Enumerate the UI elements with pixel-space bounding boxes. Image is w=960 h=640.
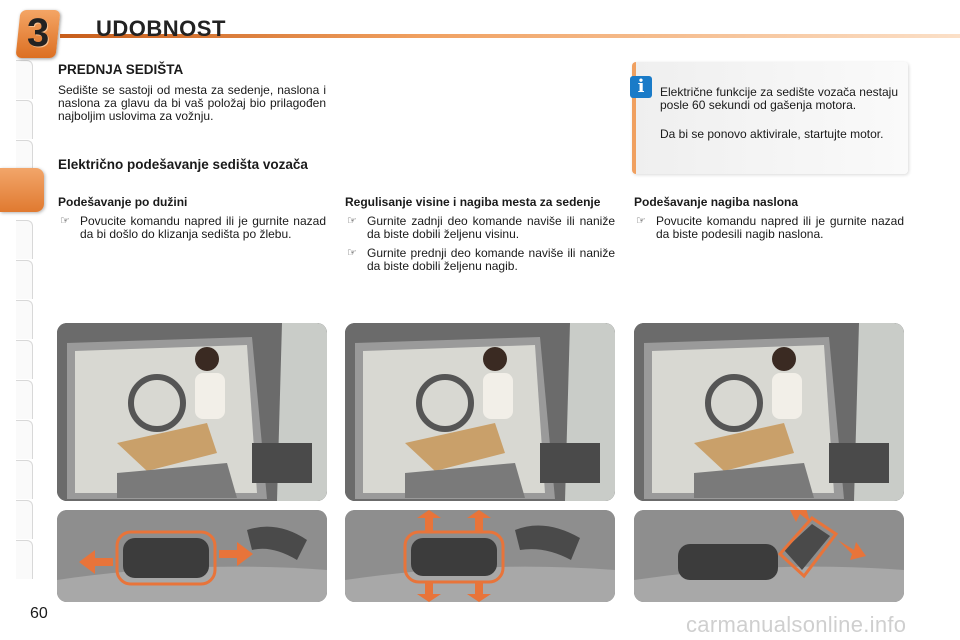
column-title: Regulisanje visine i nagiba mesta za sedenje <box>345 195 601 209</box>
info-box <box>632 62 908 174</box>
chapter-tab[interactable] <box>16 460 33 499</box>
chapter-tab[interactable] <box>16 540 33 579</box>
chapter-tab[interactable] <box>16 340 33 379</box>
chapter-tabs <box>0 60 34 580</box>
instruction-text: Povucite komandu napred ili je gurnite nazad da biste podesili nagib naslona. <box>656 214 904 241</box>
info-paragraph: Električne funkcije za sedište vozača nestaju posle 60 sekundi od gašenja motora. <box>660 85 898 112</box>
info-paragraph: Da bi se ponovo aktivirale, startujte motor. <box>660 127 884 141</box>
driver-seat-photo <box>345 323 615 501</box>
instruction-item <box>634 215 904 241</box>
section-title: PREDNJA SEDIŠTA <box>58 62 184 77</box>
driver-seat-photo <box>57 323 327 501</box>
instruction-text: Povucite komandu napred ili je gurnite nazad da bi došlo do klizanja sedišta po žlebu. <box>80 214 326 241</box>
instruction-column <box>634 196 904 247</box>
chapter-tab[interactable] <box>16 100 33 139</box>
chapter-tab[interactable] <box>16 60 33 99</box>
intro-text: Sedište se sastoji od mesta za sedenje, naslona i naslona za glavu da bi vaš položaj bio prilagođen najboljim uslovima za vožnju. <box>58 83 326 123</box>
seat-control-detail <box>57 510 327 602</box>
chapter-tab[interactable] <box>16 300 33 339</box>
instruction-item <box>345 215 615 241</box>
pointing-hand-icon: ☞ <box>60 215 70 227</box>
chapter-tab[interactable] <box>16 220 33 259</box>
column-title: Podešavanje nagiba naslona <box>634 195 799 209</box>
subsection-title: Električno podešavanje sedišta vozača <box>58 157 308 172</box>
pointing-hand-icon: ☞ <box>347 215 357 227</box>
page-number: 60 <box>30 605 48 622</box>
chapter-title: UDOBNOST <box>96 16 226 41</box>
seat-control-detail <box>634 510 904 602</box>
chapter-tab[interactable] <box>16 500 33 539</box>
column-title: Podešavanje po dužini <box>58 195 188 209</box>
instruction-text: Gurnite zadnji deo komande naviše ili naniže da biste dobili željenu visinu. <box>367 214 615 241</box>
chapter-tab[interactable] <box>16 380 33 419</box>
instruction-column <box>345 196 615 279</box>
pointing-hand-icon: ☞ <box>347 247 357 259</box>
instruction-item <box>345 247 615 273</box>
pointing-hand-icon: ☞ <box>636 215 646 227</box>
instruction-text: Gurnite prednji deo komande naviše ili naniže da biste dobili željenu nagib. <box>367 246 615 273</box>
chapter-tab[interactable] <box>16 260 33 299</box>
watermark: carmanualsonline.info <box>686 612 907 637</box>
chapter-number: 3 <box>27 11 50 55</box>
info-icon: i <box>630 76 652 98</box>
instruction-column <box>58 196 326 247</box>
driver-seat-photo <box>634 323 904 501</box>
chapter-tab-active[interactable] <box>0 168 44 212</box>
chapter-tab[interactable] <box>16 420 33 459</box>
instruction-item <box>58 215 326 241</box>
seat-control-detail <box>345 510 615 602</box>
